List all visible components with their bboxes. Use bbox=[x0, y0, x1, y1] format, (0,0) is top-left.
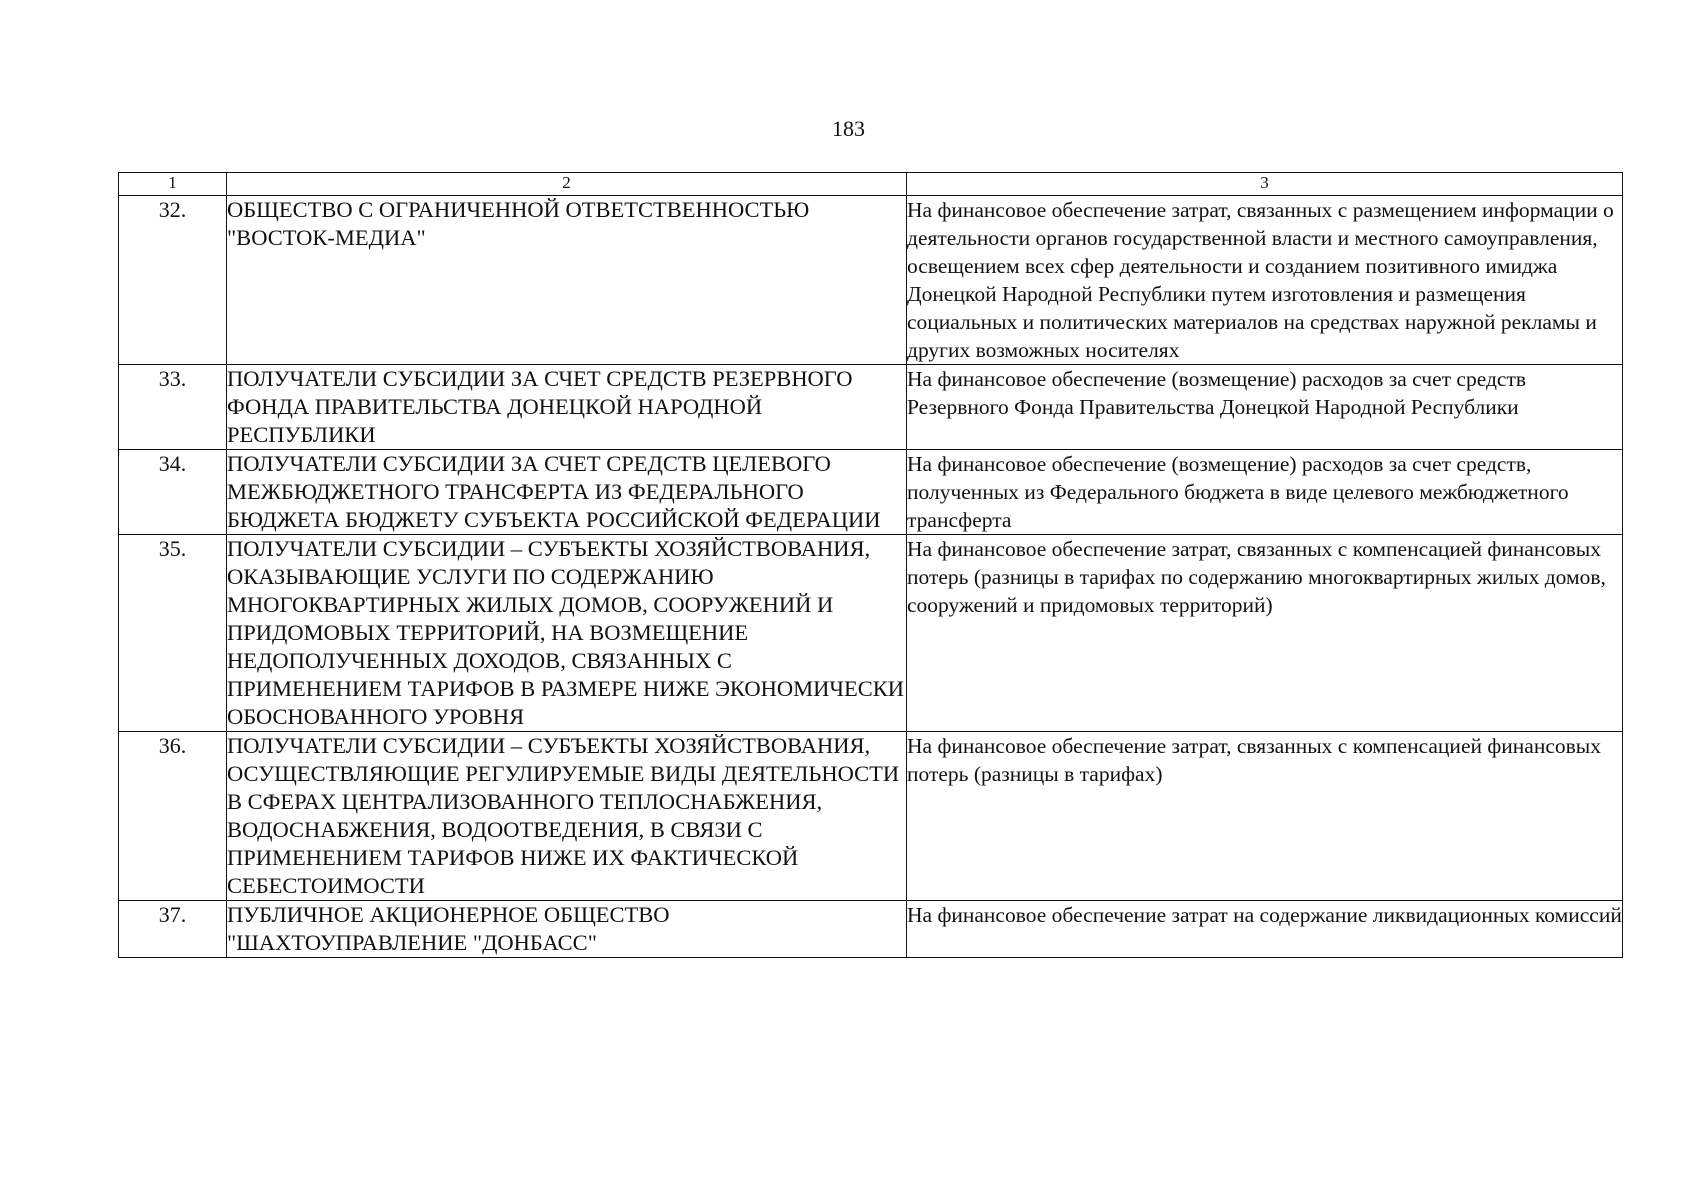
row-number: 36. bbox=[119, 732, 227, 901]
column-header-purpose: 3 bbox=[907, 173, 1623, 196]
subsidy-table bbox=[118, 172, 1623, 958]
row-number: 34. bbox=[119, 450, 227, 535]
recipient-name: ПОЛУЧАТЕЛИ СУБСИДИИ – СУБЪЕКТЫ ХОЗЯЙСТВОВАНИЯ, ОКАЗЫВАЮЩИЕ УСЛУГИ ПО СОДЕРЖАНИЮ МНОГОКВАРТИРНЫХ ЖИЛЫХ ДОМОВ, СООРУЖЕНИЙ И ПРИДОМОВЫХ ТЕРРИТОРИЙ, НА ВОЗМЕЩЕНИЕ НЕДОПОЛУЧЕННЫХ ДОХОДОВ, СВЯЗАННЫХ С ПРИМЕНЕНИЕМ ТАРИФОВ В РАЗМЕРЕ НИЖЕ ЭКОНОМИЧЕСКИ ОБОСНОВАННОГО УРОВНЯ bbox=[227, 535, 907, 732]
table-row bbox=[119, 535, 1623, 732]
row-number: 33. bbox=[119, 365, 227, 450]
recipient-name: ОБЩЕСТВО С ОГРАНИЧЕННОЙ ОТВЕТСТВЕННОСТЬЮ "ВОСТОК-МЕДИА" bbox=[227, 196, 907, 365]
table-row bbox=[119, 450, 1623, 535]
column-header-recipient: 2 bbox=[227, 173, 907, 196]
subsidy-purpose: На финансовое обеспечение затрат, связанных с компенсацией финансовых потерь (разницы в тарифах) bbox=[907, 732, 1623, 901]
row-number: 37. bbox=[119, 901, 227, 958]
subsidy-purpose: На финансовое обеспечение затрат на содержание ликвидационных комиссий bbox=[907, 901, 1623, 958]
row-number: 35. bbox=[119, 535, 227, 732]
subsidy-purpose: На финансовое обеспечение (возмещение) расходов за счет средств, полученных из Федерального бюджета в виде целевого межбюджетного трансферта bbox=[907, 450, 1623, 535]
page-number: 183 bbox=[832, 116, 865, 141]
subsidy-purpose: На финансовое обеспечение (возмещение) расходов за счет средств Резервного Фонда Правительства Донецкой Народной Республики bbox=[907, 365, 1623, 450]
table-row bbox=[119, 365, 1623, 450]
recipient-name: ПОЛУЧАТЕЛИ СУБСИДИИ ЗА СЧЕТ СРЕДСТВ РЕЗЕРВНОГО ФОНДА ПРАВИТЕЛЬСТВА ДОНЕЦКОЙ НАРОДНОЙ РЕСПУБЛИКИ bbox=[227, 365, 907, 450]
table-row bbox=[119, 901, 1623, 958]
recipient-name: ПОЛУЧАТЕЛИ СУБСИДИИ ЗА СЧЕТ СРЕДСТВ ЦЕЛЕВОГО МЕЖБЮДЖЕТНОГО ТРАНСФЕРТА ИЗ ФЕДЕРАЛЬНОГО БЮДЖЕТА БЮДЖЕТУ СУБЪЕКТА РОССИЙСКОЙ ФЕДЕРАЦИИ bbox=[227, 450, 907, 535]
subsidy-purpose: На финансовое обеспечение затрат, связанных с размещением информации о деятельности органов государственной власти и местного самоуправления, освещением всех сфер деятельности и созданием позитивного имиджа Донецкой Народной Республики путем изготовления и размещения социальных и политических материалов на средствах наружной рекламы и других возможных носителях bbox=[907, 196, 1623, 365]
table-header-row bbox=[119, 173, 1623, 196]
column-header-number: 1 bbox=[119, 173, 227, 196]
recipient-name: ПОЛУЧАТЕЛИ СУБСИДИИ – СУБЪЕКТЫ ХОЗЯЙСТВОВАНИЯ, ОСУЩЕСТВЛЯЮЩИЕ РЕГУЛИРУЕМЫЕ ВИДЫ ДЕЯТЕЛЬНОСТИ В СФЕРАХ ЦЕНТРАЛИЗОВАННОГО ТЕПЛОСНАБЖЕНИЯ, ВОДОСНАБЖЕНИЯ, ВОДООТВЕДЕНИЯ, В СВЯЗИ С ПРИМЕНЕНИЕМ ТАРИФОВ НИЖЕ ИХ ФАКТИЧЕСКОЙ СЕБЕСТОИМОСТИ bbox=[227, 732, 907, 901]
row-number: 32. bbox=[119, 196, 227, 365]
table-row bbox=[119, 732, 1623, 901]
recipient-name: ПУБЛИЧНОЕ АКЦИОНЕРНОЕ ОБЩЕСТВО "ШАХТОУПРАВЛЕНИЕ "ДОНБАСС" bbox=[227, 901, 907, 958]
table-row bbox=[119, 196, 1623, 365]
subsidy-purpose: На финансовое обеспечение затрат, связанных с компенсацией финансовых потерь (разницы в тарифах по содержанию многоквартирных жилых домов, сооружений и придомовых территорий) bbox=[907, 535, 1623, 732]
